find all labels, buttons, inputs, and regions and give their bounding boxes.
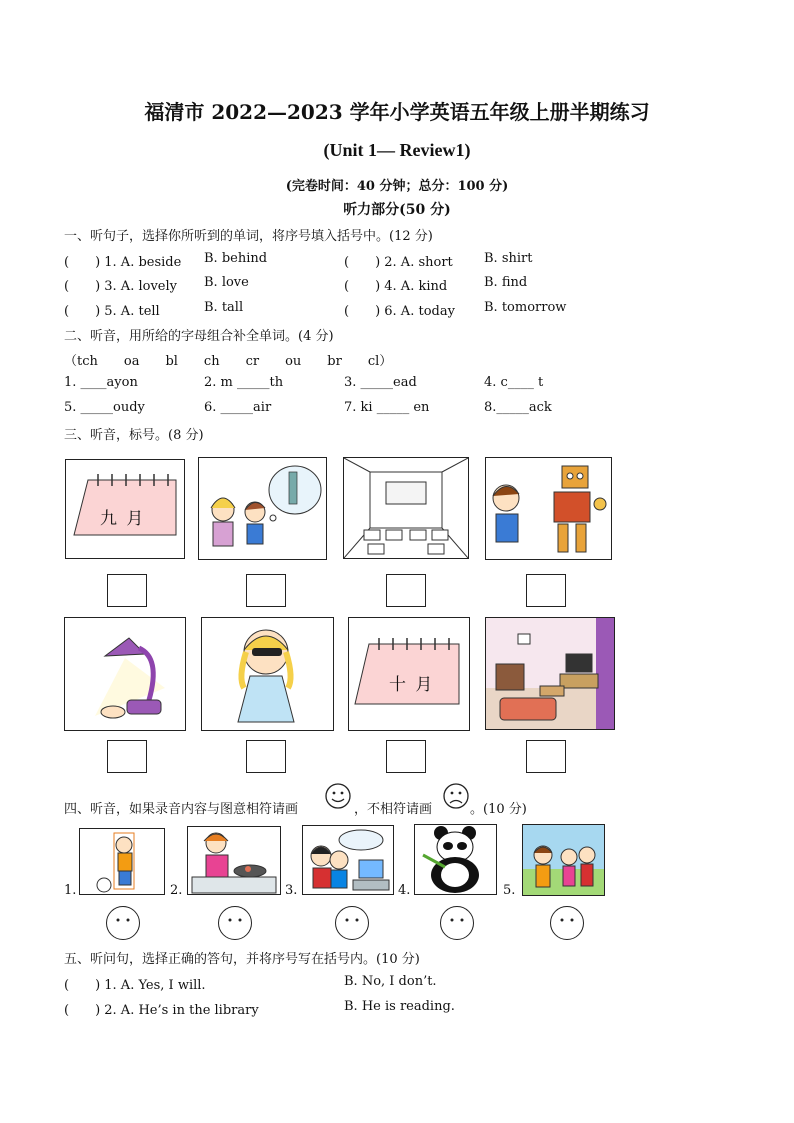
s4-number-1: 1.	[64, 883, 77, 898]
s1-q2: ( ) 2. A. short	[344, 255, 453, 270]
exam-info: (完卷时间：40 分钟；总分：100 分)	[285, 179, 509, 194]
section4-heading-b: ，不相符请画	[354, 802, 433, 817]
woman-cooking-picture	[187, 826, 281, 895]
calendar-october-picture	[348, 617, 470, 731]
section4-heading-c: 。(10 分)	[470, 802, 527, 817]
s4-number-3: 3.	[285, 883, 298, 898]
s1-q6: ( ) 6. A. today	[344, 304, 455, 319]
answer-box-5[interactable]	[107, 740, 147, 773]
girl-boy-tower-picture	[198, 457, 327, 560]
s1-q5: ( ) 5. A. tell	[64, 304, 160, 319]
s1-q3-b: B. love	[204, 275, 249, 290]
kids-computer-picture	[302, 825, 394, 895]
s1-q4: ( ) 4. A. kind	[344, 279, 448, 294]
s1-q1: ( ) 1. A. beside	[64, 255, 182, 270]
s4-number-2: 2.	[170, 883, 183, 898]
answer-face-2[interactable]	[218, 906, 252, 940]
smiley-face-icon	[324, 782, 352, 810]
section1-heading: 一、听句子，选择你所听到的单词，将序号填入括号中。(12 分)	[64, 229, 433, 244]
answer-box-4[interactable]	[526, 574, 566, 607]
page-title: 福清市 2022—2023 学年小学英语五年级上册半期练习	[144, 100, 650, 124]
s2-item-2: 2. m _____th	[204, 375, 284, 390]
s2-item-1: 1. ____ayon	[64, 375, 138, 390]
answer-box-1[interactable]	[107, 574, 147, 607]
living-room-picture	[485, 617, 615, 730]
answer-face-1[interactable]	[106, 906, 140, 940]
s2-item-3: 3. _____ead	[344, 375, 417, 390]
boy-robot-picture	[485, 457, 612, 560]
answer-box-8[interactable]	[526, 740, 566, 773]
s2-item-4: 4. c____ t	[484, 375, 544, 390]
answer-face-3[interactable]	[335, 906, 369, 940]
panda-picture	[414, 824, 497, 895]
girl-sunglasses-picture	[201, 617, 334, 731]
section2-heading: 二、听音，用所给的字母组合补全单词。(4 分)	[64, 329, 334, 344]
s1-q5-b: B. tall	[204, 300, 244, 315]
calendar-label-october: 十 月	[389, 675, 435, 695]
boy-football-picture	[79, 828, 165, 895]
friends-park-picture	[522, 824, 605, 896]
s5-q2: ( ) 2. A. He’s in the library	[64, 1003, 259, 1018]
sad-face-icon	[442, 782, 470, 810]
s2-item-5: 5. _____oudy	[64, 400, 145, 415]
unit-subtitle: (Unit 1— Review1)	[323, 140, 471, 160]
s1-q4-b: B. find	[484, 275, 528, 290]
answer-face-4[interactable]	[440, 906, 474, 940]
s5-q1: ( ) 1. A. Yes, I will.	[64, 978, 206, 993]
answer-face-5[interactable]	[550, 906, 584, 940]
s2-item-7: 7. ki _____ en	[344, 400, 430, 415]
calendar-september-picture	[65, 459, 185, 559]
s1-q3: ( ) 3. A. lovely	[64, 279, 177, 294]
letter-groups: （tch oa bl ch cr ou br cl）	[64, 354, 393, 369]
calendar-label-september: 九 月	[100, 509, 146, 529]
section5-heading: 五、听问句，选择正确的答句，并将序号写在括号内。(10 分)	[64, 952, 420, 967]
s5-q2-b: B. He is reading.	[344, 999, 455, 1014]
s1-q1-b: B. behind	[204, 251, 268, 266]
s2-item-8: 8._____ack	[484, 400, 552, 415]
section4-heading-a: 四、听音，如果录音内容与图意相符请画	[64, 802, 299, 817]
s5-q1-b: B. No, I don’t.	[344, 974, 437, 989]
s4-number-4: 4.	[398, 883, 411, 898]
s1-q6-b: B. tomorrow	[484, 300, 567, 315]
answer-box-2[interactable]	[246, 574, 286, 607]
classroom-picture	[343, 457, 469, 559]
answer-box-6[interactable]	[246, 740, 286, 773]
answer-box-7[interactable]	[386, 740, 426, 773]
s1-q2-b: B. shirt	[484, 251, 533, 266]
part-label: 听力部分(50 分)	[343, 202, 451, 218]
desk-lamp-picture	[64, 617, 186, 731]
s2-item-6: 6. _____air	[204, 400, 272, 415]
s4-number-5: 5.	[503, 883, 516, 898]
section3-heading: 三、听音，标号。(8 分)	[64, 428, 204, 443]
answer-box-3[interactable]	[386, 574, 426, 607]
